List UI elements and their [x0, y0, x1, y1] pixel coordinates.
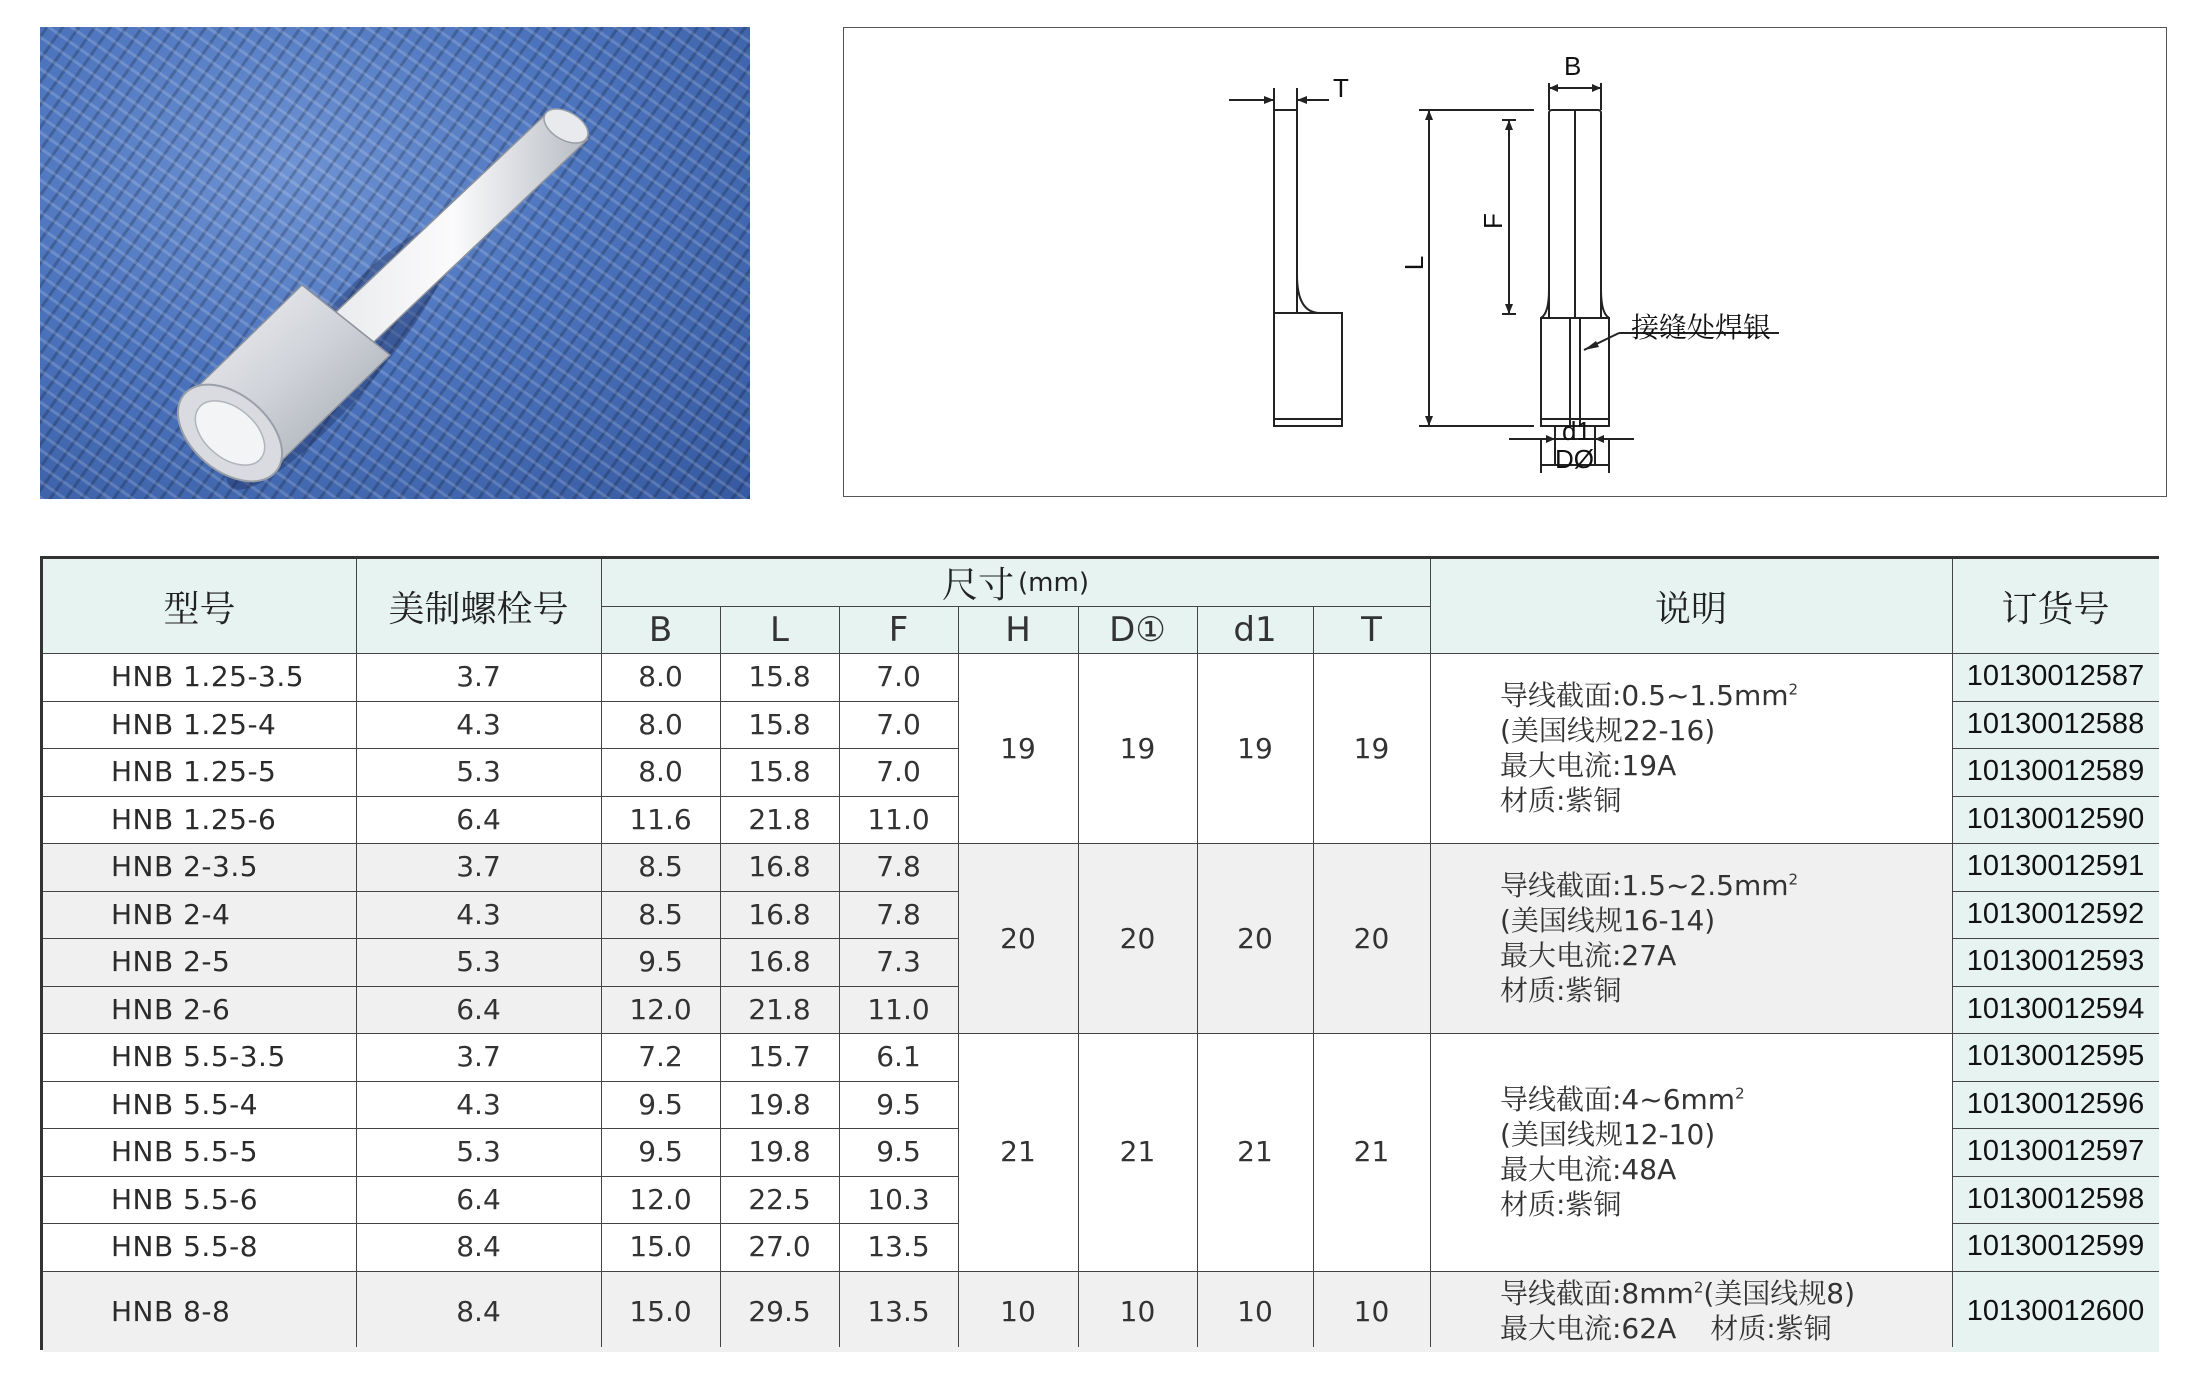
bolt-cell: 3.7: [356, 1033, 601, 1081]
grid-line: [1078, 606, 1079, 1347]
dim-t-merged-cell: 21: [1313, 1033, 1430, 1271]
description-text: 导线截面:1.5~2.5mm: [1500, 869, 1789, 902]
header-bolt: 美制螺栓号: [356, 559, 601, 653]
description-line: [1500, 903, 1798, 938]
grid-line: [1952, 796, 2159, 797]
header-model: 型号: [43, 559, 356, 653]
grid-line: [43, 796, 958, 797]
grid-line: [1952, 1223, 2159, 1224]
model-cell: HNB 1.25-5: [43, 748, 356, 796]
description-line: [1500, 678, 1798, 713]
model-cell: HNB 5.5-3.5: [43, 1033, 356, 1081]
description-text: (美国线规12-10): [1500, 1117, 1716, 1151]
order-number-cell: 10130012594: [1952, 986, 2159, 1034]
dim-d-merged-cell: 19: [1078, 653, 1197, 843]
bolt-cell: 6.4: [356, 986, 601, 1034]
grid-line: [720, 606, 721, 1347]
description-lines: [1500, 678, 1798, 818]
header-size: [601, 559, 1430, 606]
description-line: [1500, 938, 1798, 973]
grid-line: [1952, 938, 2159, 939]
pin-terminal-image: [40, 27, 750, 499]
model-cell: HNB 1.25-4: [43, 701, 356, 749]
header-dim-d: D①: [1078, 606, 1197, 653]
dim-f-cell: 7.3: [839, 938, 958, 986]
superscript-2: 2: [1735, 1084, 1745, 1103]
order-number-cell: 10130012595: [1952, 1033, 2159, 1081]
superscript-2: 2: [1788, 870, 1799, 889]
model-cell: HNB 5.5-6: [43, 1176, 356, 1224]
description-line: [1500, 1152, 1745, 1187]
grid-line: [356, 559, 357, 1347]
superscript-2: 2: [1788, 680, 1799, 699]
description-line: [1500, 1311, 1855, 1346]
material-text: 材质:紫铜: [1710, 1312, 1832, 1345]
header-order: 订货号: [1952, 559, 2159, 653]
dim-f-cell: 13.5: [839, 1223, 958, 1271]
model-cell: HNB 5.5-5: [43, 1128, 356, 1176]
description-line: [1500, 1276, 1855, 1311]
model-cell: HNB 1.25-3.5: [43, 653, 356, 701]
dim-l-cell: 19.8: [720, 1128, 839, 1176]
grid-line: [1952, 559, 1953, 1347]
grid-line: [1952, 891, 2159, 892]
grid-line: [1952, 1176, 2159, 1177]
dim-l-cell: 27.0: [720, 1223, 839, 1271]
description-line: [1500, 973, 1798, 1008]
dim-f-cell: 7.8: [839, 891, 958, 939]
dim-b-cell: 9.5: [601, 1128, 720, 1176]
order-number-cell: 10130012590: [1952, 796, 2159, 844]
model-cell: HNB 8-8: [43, 1271, 356, 1352]
description-text: 最大电流:27A: [1500, 939, 1677, 972]
grid-line: [1430, 559, 1431, 1347]
dim-b-cell: 11.6: [601, 796, 720, 844]
grid-line: [839, 606, 840, 1347]
description-lines: [1500, 1082, 1745, 1222]
header-dim-d1: d1: [1197, 606, 1313, 653]
bolt-cell: 3.7: [356, 653, 601, 701]
dim-d-merged-cell: 21: [1078, 1033, 1197, 1271]
dim-b-cell: 12.0: [601, 986, 720, 1034]
description-text: (美国线规22-16): [1500, 714, 1716, 747]
dim-l-cell: 19.8: [720, 1081, 839, 1129]
order-number-cell: 10130012589: [1952, 748, 2159, 796]
header-dim-b: B: [601, 606, 720, 653]
grid-line: [43, 938, 958, 939]
dim-l-cell: 21.8: [720, 986, 839, 1034]
dimension-drawing: [843, 27, 2167, 497]
bolt-cell: 6.4: [356, 796, 601, 844]
dim-h-merged-cell: 19: [958, 653, 1078, 843]
description-line: [1500, 868, 1798, 903]
description-text: (美国线规16-14): [1500, 904, 1716, 937]
dim-t-merged-cell: 20: [1313, 843, 1430, 1033]
model-cell: HNB 2-4: [43, 891, 356, 939]
bolt-cell: 8.4: [356, 1223, 601, 1271]
header-desc: 说明: [1430, 559, 1952, 653]
model-cell: HNB 2-6: [43, 986, 356, 1034]
dim-h-merged-cell: 21: [958, 1033, 1078, 1271]
description-text: 导线截面:4~6mm: [1500, 1082, 1736, 1116]
dim-f-cell: 9.5: [839, 1081, 958, 1129]
model-cell: HNB 2-3.5: [43, 843, 356, 891]
header-size-unit: (mm): [1018, 567, 1089, 598]
dim-b-cell: 8.0: [601, 701, 720, 749]
grid-line: [43, 653, 2159, 654]
dim-t-merged-cell: 19: [1313, 653, 1430, 843]
dim-l-cell: 15.8: [720, 748, 839, 796]
order-number-cell: 10130012592: [1952, 891, 2159, 939]
description-text: 导线截面:0.5~1.5mm: [1500, 679, 1789, 712]
bolt-cell: 6.4: [356, 1176, 601, 1224]
description-text: 材质:紫铜: [1500, 974, 1622, 1007]
bolt-cell: 4.3: [356, 701, 601, 749]
superscript-2: 2: [1693, 1278, 1704, 1297]
bolt-cell: 5.3: [356, 1128, 601, 1176]
order-number-cell: 10130012598: [1952, 1176, 2159, 1224]
dim-f-cell: 11.0: [839, 986, 958, 1034]
terminal-outline-drawing: [844, 28, 2168, 498]
grid-line: [43, 1081, 958, 1082]
grid-line: [43, 891, 958, 892]
model-cell: HNB 5.5-8: [43, 1223, 356, 1271]
header-dim-f: F: [839, 606, 958, 653]
dim-d1-merged-cell: 20: [1197, 843, 1313, 1033]
order-number-cell: 10130012600: [1952, 1271, 2159, 1352]
order-number-cell: 10130012599: [1952, 1223, 2159, 1271]
dim-l-cell: 16.8: [720, 891, 839, 939]
description-cell: [1430, 653, 1952, 843]
description-lines: [1500, 868, 1798, 1008]
description-line: [1500, 783, 1798, 818]
dim-b-cell: 12.0: [601, 1176, 720, 1224]
model-cell: HNB 5.5-4: [43, 1081, 356, 1129]
description-text: 材质:紫铜: [1500, 784, 1622, 817]
dim-f-cell: 9.5: [839, 1128, 958, 1176]
dim-l-cell: 15.8: [720, 653, 839, 701]
dim-h-merged-cell: 20: [958, 843, 1078, 1033]
grid-line: [601, 559, 602, 1347]
dim-d1-merged-cell: 21: [1197, 1033, 1313, 1271]
description-line: [1500, 1187, 1745, 1222]
grid-line: [43, 1128, 958, 1129]
wire-section-text: 导线截面:8mm: [1500, 1277, 1694, 1310]
description-text: 最大电流:19A: [1500, 749, 1677, 782]
order-number-cell: 10130012596: [1952, 1081, 2159, 1129]
grid-line: [43, 748, 958, 749]
spec-table: [40, 556, 2159, 1350]
label-B: B: [1564, 51, 1582, 81]
dim-f-cell: 7.0: [839, 748, 958, 796]
label-d1: d1: [1562, 416, 1591, 446]
dim-f-cell: 11.0: [839, 796, 958, 844]
dim-b-cell: 8.5: [601, 891, 720, 939]
dim-l-cell: 16.8: [720, 938, 839, 986]
order-number-cell: 10130012587: [1952, 653, 2159, 701]
header-dim-h: H: [958, 606, 1078, 653]
order-number-cell: 10130012593: [1952, 938, 2159, 986]
label-T: T: [1333, 73, 1349, 103]
grid-line: [1313, 606, 1314, 1347]
grid-line: [1952, 1081, 2159, 1082]
dim-d-merged-cell: 10: [1078, 1271, 1197, 1352]
weld-note: 接缝处焊银: [1631, 311, 1772, 344]
awg-text: (美国线规8): [1703, 1277, 1856, 1310]
dim-h-merged-cell: 10: [958, 1271, 1078, 1352]
bolt-cell: 4.3: [356, 891, 601, 939]
dim-b-cell: 15.0: [601, 1271, 720, 1352]
bolt-cell: 8.4: [356, 1271, 601, 1352]
description-line: [1500, 1117, 1745, 1152]
dim-l-cell: 16.8: [720, 843, 839, 891]
dim-f-cell: 13.5: [839, 1271, 958, 1352]
dim-l-cell: 15.8: [720, 701, 839, 749]
dim-l-cell: 21.8: [720, 796, 839, 844]
dim-f-cell: 10.3: [839, 1176, 958, 1224]
dim-t-merged-cell: 10: [1313, 1271, 1430, 1352]
header-dim-l: L: [720, 606, 839, 653]
description-cell: [1430, 1033, 1952, 1271]
bolt-cell: 4.3: [356, 1081, 601, 1129]
grid-line: [1952, 701, 2159, 702]
dim-f-cell: 6.1: [839, 1033, 958, 1081]
label-D: DØ: [1555, 444, 1594, 474]
description-line: [1500, 1082, 1745, 1117]
max-current-text: 最大电流:62A: [1500, 1312, 1677, 1345]
bolt-cell: 5.3: [356, 938, 601, 986]
model-cell: HNB 1.25-6: [43, 796, 356, 844]
order-number-cell: 10130012597: [1952, 1128, 2159, 1176]
product-photo: [40, 27, 750, 499]
grid-line: [43, 1223, 958, 1224]
grid-line: [1952, 986, 2159, 987]
header-size-label: 尺寸: [942, 565, 1015, 606]
dim-f-cell: 7.0: [839, 701, 958, 749]
header-dim-t: T: [1313, 606, 1430, 653]
description-cell: [1430, 1271, 1952, 1352]
dim-b-cell: 8.5: [601, 843, 720, 891]
grid-line: [43, 1176, 958, 1177]
description-line: [1500, 713, 1798, 748]
grid-line: [1197, 606, 1198, 1347]
dim-l-cell: 15.7: [720, 1033, 839, 1081]
dim-l-cell: 29.5: [720, 1271, 839, 1352]
bolt-cell: 3.7: [356, 843, 601, 891]
dim-l-cell: 22.5: [720, 1176, 839, 1224]
grid-line: [43, 1271, 2159, 1272]
label-L: L: [1399, 255, 1430, 271]
dim-b-cell: 8.0: [601, 748, 720, 796]
dim-f-cell: 7.8: [839, 843, 958, 891]
bolt-cell: 5.3: [356, 748, 601, 796]
grid-line: [43, 1033, 2159, 1034]
dim-b-cell: 8.0: [601, 653, 720, 701]
grid-line: [43, 701, 958, 702]
description-cell: [1430, 843, 1952, 1033]
dim-d-merged-cell: 20: [1078, 843, 1197, 1033]
order-number-cell: 10130012588: [1952, 701, 2159, 749]
grid-line: [1952, 1128, 2159, 1129]
grid-line: [43, 843, 2159, 844]
dim-b-cell: 9.5: [601, 938, 720, 986]
order-number-cell: 10130012591: [1952, 843, 2159, 891]
description-line: [1500, 748, 1798, 783]
grid-line: [601, 606, 1430, 607]
description-text: 最大电流:48A: [1500, 1152, 1677, 1186]
grid-line: [43, 986, 958, 987]
description-text: 材质:紫铜: [1500, 1187, 1622, 1221]
description-lines: [1500, 1276, 1855, 1346]
model-cell: HNB 2-5: [43, 938, 356, 986]
grid-line: [1952, 748, 2159, 749]
dim-d1-merged-cell: 19: [1197, 653, 1313, 843]
label-F: F: [1477, 213, 1508, 229]
dim-f-cell: 7.0: [839, 653, 958, 701]
dim-d1-merged-cell: 10: [1197, 1271, 1313, 1352]
grid-line: [958, 606, 959, 1347]
dim-b-cell: 15.0: [601, 1223, 720, 1271]
dim-b-cell: 9.5: [601, 1081, 720, 1129]
dim-b-cell: 7.2: [601, 1033, 720, 1081]
